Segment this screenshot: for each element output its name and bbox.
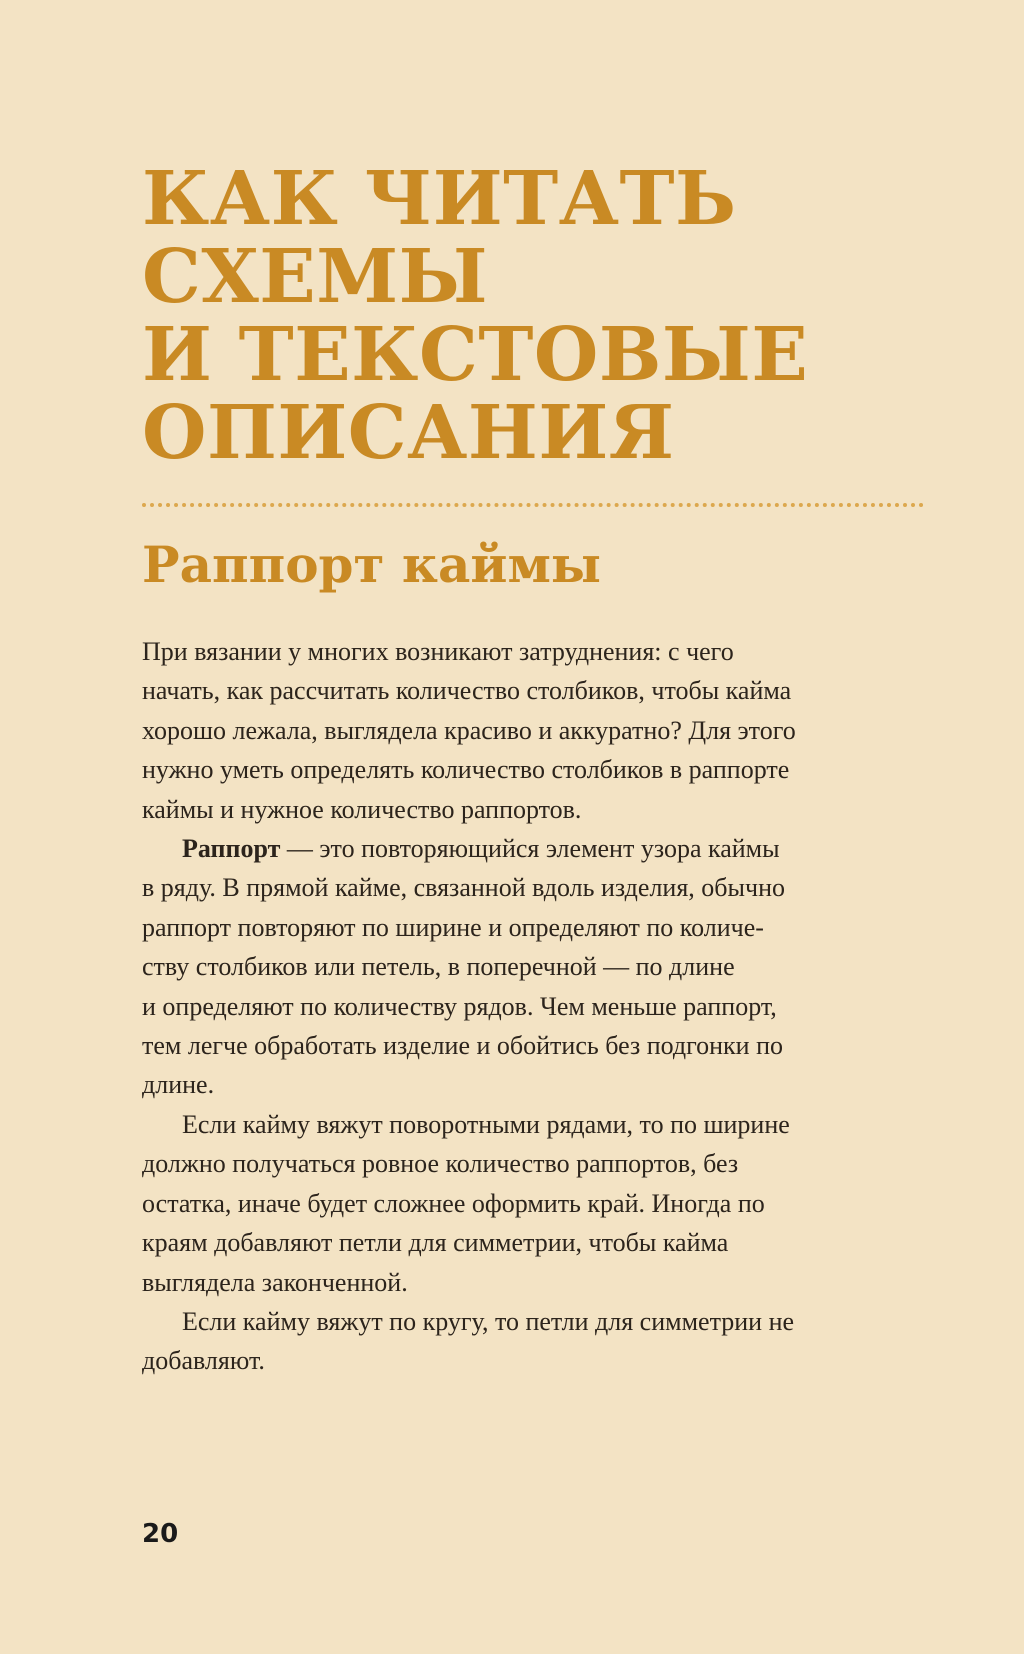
text-line: нужно уметь определять количество столбиков в раппорте [142,755,790,785]
paragraph-definition [142,829,922,1105]
text-line: начать, как рассчитать количество столбиков, чтобы кайма [142,676,792,706]
text-line: раппорт повторяют по ширине и определяют по количе- [142,912,764,942]
section-title: Раппорт каймы [142,535,602,594]
text-line: добавляют. [142,1346,265,1376]
text-line: остатка, иначе будет сложнее оформить край. Иногда по [142,1188,765,1218]
text-line: хорошо лежала, выглядела красиво и аккуратно? Для этого [142,715,796,745]
text-line: выглядела законченной. [142,1267,408,1297]
definition-text: — это повторяющийся элемент узора каймы [280,834,780,864]
text-line: Если кайму вяжут по кругу, то петли для симметрии не [182,1306,795,1336]
term-rapport: Раппорт [182,834,281,864]
text-line: длине. [142,1070,215,1100]
text-line: должно получаться ровное количество раппортов, без [142,1149,739,1179]
paragraph-round [142,1302,922,1381]
text-line: в ряду. В прямой кайме, связанной вдоль изделия, обычно [142,873,785,903]
chapter-title-line: ОПИСАНИЯ [142,390,675,476]
chapter-title-line: КАК ЧИТАТЬ [142,156,737,242]
chapter-title-line: СХЕМЫ [142,234,489,320]
text-line: тем легче обработать изделие и обойтись без подгонки по [142,1031,784,1061]
paragraph-intro [142,632,922,829]
chapter-title-line: И ТЕКСТОВЫЕ [142,312,809,398]
chapter-title [142,156,962,476]
text-line: При вязании у многих возникают затруднения: с чего [142,637,734,666]
body-text [142,632,922,1381]
text-line: и определяют по количеству рядов. Чем меньше раппорт, [142,991,777,1021]
text-line: каймы и нужное количество раппортов. [142,794,582,824]
text-line: краям добавляют петли для симметрии, чтобы кайма [142,1228,729,1258]
paragraph-rows [142,1105,922,1302]
text-line: ству столбиков или петель, в поперечной — по длине [142,952,735,982]
text-line [142,829,922,868]
dotted-divider [142,503,924,507]
page-number: 20 [142,1519,179,1549]
text-line: Если кайму вяжут поворотными рядами, то по ширине [182,1109,790,1139]
